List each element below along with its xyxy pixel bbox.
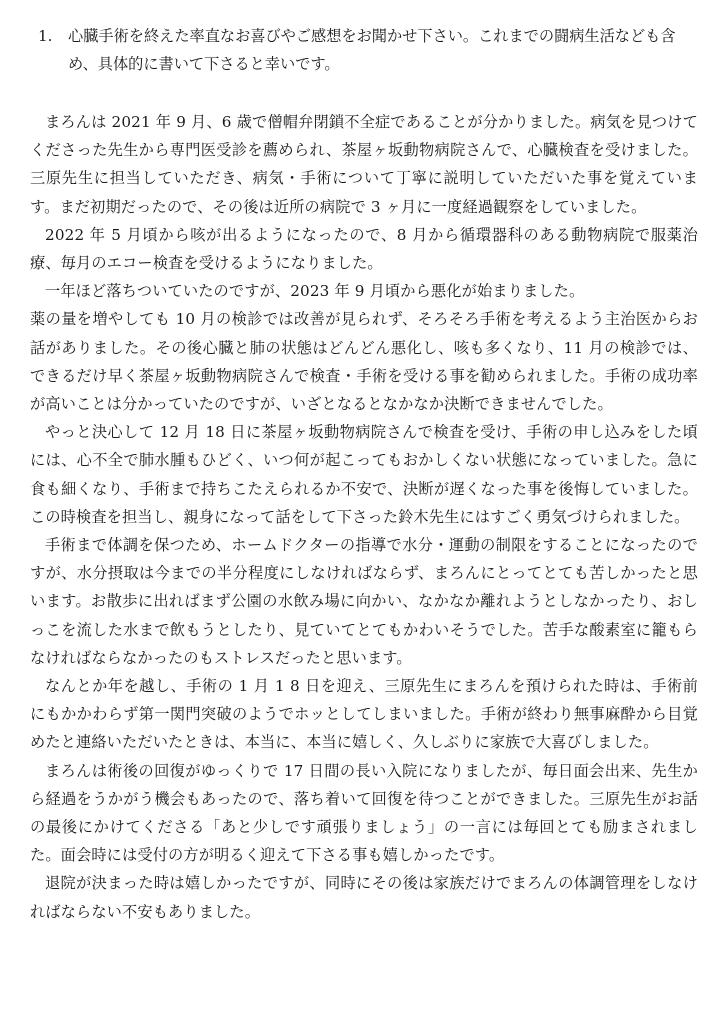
paragraph-diagnosis: まろんは 2021 年 9 月、6 歳で僧帽弁閉鎖不全症であることが分かりました。病気を見つけてくださった先生から専門医受診を薦められ、茶屋ヶ坂動物病院さんで、心臓検査を受けました。三原先生に担当していただき、病気・手術について丁寧に説明していただいた事を覚えています。まだ初期だったので、その後は近所の病院で 3 ヶ月に一度経過観察をしていました。 [30, 113, 698, 216]
paragraph-surgery-advice: 薬の量を増やしても 10 月の検診では改善が見られず、そろそろ手術を考えるよう主治医からお話がありました。その後心臓と肺の状態はどんどん悪化し、咳も多くなり、11 月の検診では、できるだけ早く茶屋ヶ坂動物病院さんで検査・手術を受ける事を勧められました。手術の成功率が高いことは分かっていたのですが、いざとなるとなかなか決断できませんでした。 [30, 310, 698, 414]
answer-body [30, 108, 698, 926]
document-page [30, 22, 698, 926]
paragraph-medication: 2022 年 5 月頃から咳が出るようになったので、8 月から循環器科のある動物病院で服薬治療、毎月のエコー検査を受けるようになりました。 [30, 225, 698, 273]
paragraph-discharge: 退院が決まった時は嬉しかったですが、同時にその後は家族だけでまろんの体調管理をしなければならない不安もありました。 [30, 874, 698, 921]
paragraph-preparation: 手術まで体調を保つため、ホームドクターの指導で水分・運動の制限をすることになったのですが、水分摂取は今までの半分程度にしなければならず、まろんにとってとても苦しかったと思います。お散歩に出ればまず公園の水飲み場に向かい、なかなか離れようとしなかったり、おしっこを流した水まで飲もうとしたり、見ていてとてもかわいそうでした。苦手な酸素室に籠もらなければならなかったのもストレスだったと思います。 [30, 536, 698, 667]
paragraph-worsening: 一年ほど落ちついていたのですが、2023 年 9 月頃から悪化が始まりました。 [45, 282, 585, 301]
question-number: 1. [38, 27, 53, 45]
paragraph-recovery: まろんは術後の回復がゆっくりで 17 日間の長い入院になりましたが、毎日面会出来、先生から経過をうかがう機会もあったので、落ち着いて回復を待つことができました。三原先生がお話の最後にかけてくださる「あと少しです頑張りましょう」の一言には毎回とても励まされました。面会時には受付の方が明るく迎えて下さる事も嬉しかったです。 [30, 761, 698, 865]
paragraph-decision: やっと決心して 12 月 18 日に茶屋ヶ坂動物病院さんで検査を受け、手術の申し込みをした頃には、心不全で肺水腫もひどく、いつ何が起こってもおかしくない状態になっていました。急に食も細くなり、手術まで持ちこたえられるか不安で、決断が遅くなった事を後悔していました。この時検査を担当し、親身になって話をして下さった鈴木先生にはすごく勇気づけられました。 [30, 423, 698, 526]
question-block [30, 22, 698, 78]
paragraph-surgery-day: なんとか年を越し、手術の 1 月 1 8 日を迎え、三原先生にまろんを預けられた時は、手術前にもかかわらず第一関門突破のようでホッとしてしまいました。手術が終わり無事麻酔から目覚めたと連絡いただいたときは、本当に、本当に嬉しく、久しぶりに家族で大喜びしました。 [30, 677, 698, 752]
question-text: 心臓手術を終えた率直なお喜びやご感想をお聞かせ下さい。これまでの闘病生活なども含め、具体的に書いて下さると幸いです。 [68, 27, 676, 73]
